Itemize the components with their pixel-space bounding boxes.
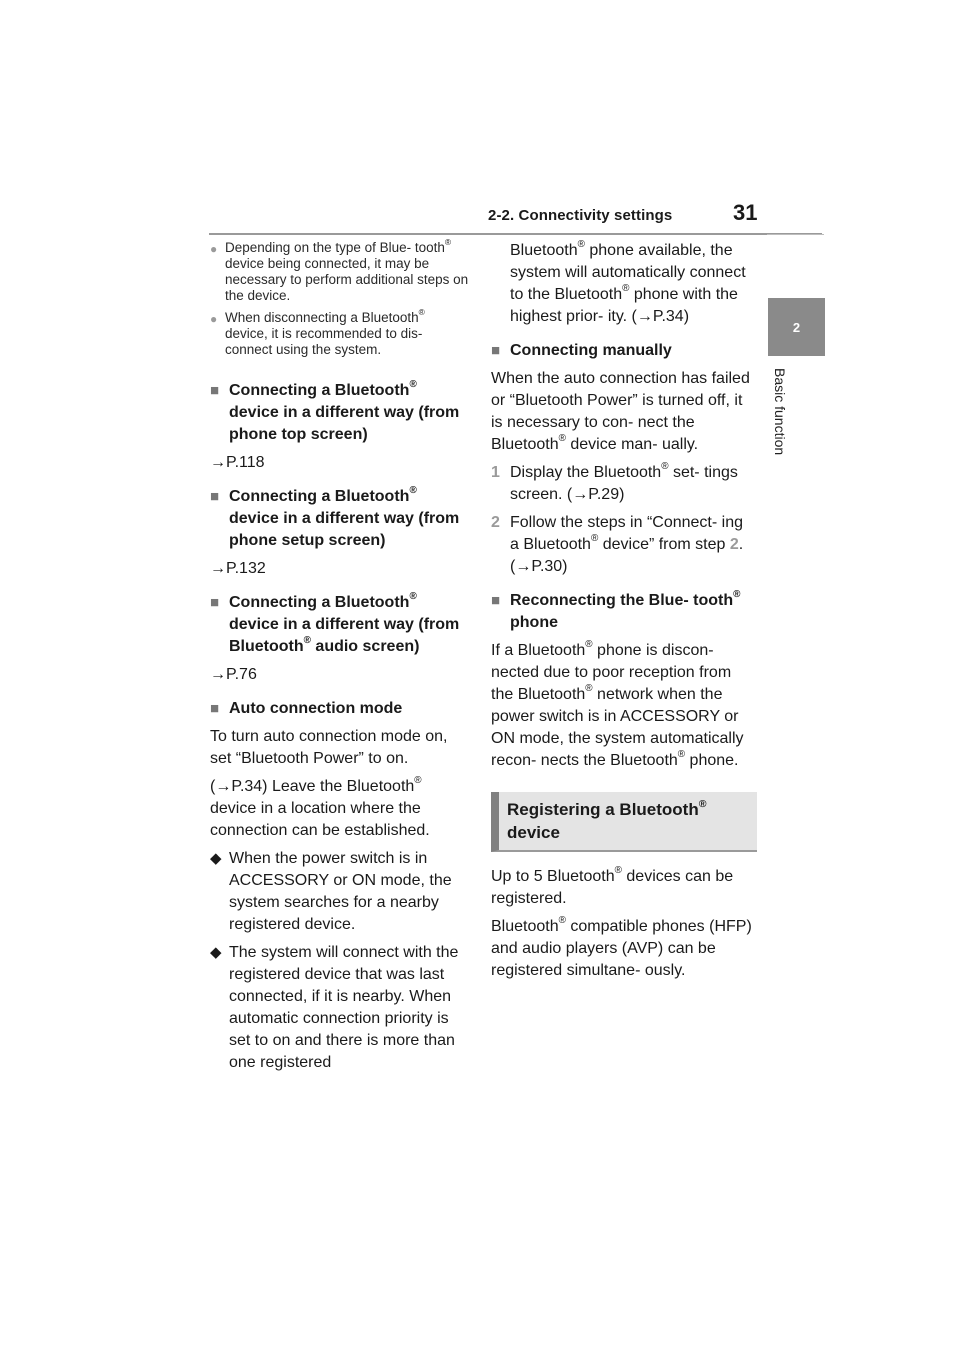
paragraph: When the auto connection has failed or “Bluetooth Power” is turned off, it is necessary to con- nect the Bluetooth® device man- ually. [491, 370, 750, 453]
step-item: 1 Display the Bluetooth® set- tings screen. (→P.29) [491, 461, 738, 503]
chapter-label: Basic function [772, 368, 788, 456]
step-item: 2 Follow the steps in “Connect- ing a Bluetooth® device” from step 2. (→P.30) [491, 514, 744, 575]
section-heading: ■ Connecting a Bluetooth® device in a different way (from Bluetooth® audio screen) [210, 591, 460, 655]
bullet-diamond-icon: ◆ [210, 850, 222, 867]
bullet-diamond-icon: ◆ [210, 944, 222, 961]
step-number: 1 [491, 464, 500, 481]
page-number: 31 [733, 200, 758, 225]
heading-square-icon: ■ [210, 594, 220, 611]
page-reference: →P.76 [210, 666, 257, 683]
registering-section-box: Registering a Bluetooth® device [491, 792, 757, 852]
heading-square-icon: ■ [210, 488, 220, 505]
note-dot-icon: ● [210, 242, 218, 256]
left-column [210, 237, 470, 1080]
bullet-item: ◆ The system will connect with the registered device that was last connected, if it is nearby. When automatic connection priority is set to on and there is more than one registered [210, 944, 459, 1071]
section-heading: ■ Auto connection mode [210, 698, 470, 720]
section-heading: ■ Reconnecting the Blue- tooth® phone [491, 589, 741, 631]
section-heading: ■ Connecting a Bluetooth® device in a different way (from phone setup screen) [210, 485, 460, 549]
section-title: 2-2. Connectivity settings [488, 207, 673, 224]
note-item: ● Depending on the type of Blue- tooth® device being connected, it may be necessary to perform additional steps on the device. [210, 237, 469, 303]
section-heading: ■ Connecting a Bluetooth® device in a different way (from phone top screen) [210, 379, 460, 443]
heading-square-icon: ■ [491, 342, 501, 359]
right-column [491, 240, 753, 988]
note-dot-icon: ● [210, 312, 218, 326]
bullet-item: ◆ When the power switch is in ACCESSORY or ON mode, the system searches for a nearby registered device. [210, 850, 452, 933]
paragraph: To turn auto connection mode on, set “Bluetooth Power” to on. [210, 728, 448, 767]
step-reference-number: 2 [729, 536, 739, 553]
heading-square-icon: ■ [491, 592, 501, 609]
heading-square-icon: ■ [210, 700, 220, 717]
section-heading: ■ Connecting manually [491, 340, 753, 362]
paragraph: Bluetooth® compatible phones (HFP) and audio players (AVP) can be registered simultane- ously. [491, 915, 752, 979]
note-item: ● When disconnecting a Bluetooth® device, it is recommended to dis- connect using the system. [210, 307, 425, 357]
header-rule [209, 233, 822, 235]
paragraph-continued: Bluetooth® phone available, the system will automatically connect to the Bluetooth® phone with the highest prior- ity. (→P.34) [510, 239, 746, 325]
page-reference: →P.132 [210, 560, 266, 577]
chapter-tab [768, 298, 825, 356]
step-number: 2 [491, 514, 500, 531]
side-tab-rule [767, 234, 824, 235]
page-reference: →P.118 [210, 454, 265, 471]
paragraph: Up to 5 Bluetooth® devices can be registered. [491, 865, 734, 907]
paragraph: If a Bluetooth® phone is discon- nected due to poor reception from the Bluetooth® network when the power switch is in ACCESSORY or ON mode, the system automatically recon- nects the Bluetooth® phone. [491, 639, 744, 769]
paragraph: (→P.34) Leave the Bluetooth® device in a location where the connection can be established. [210, 775, 430, 839]
chapter-label-container [770, 368, 790, 478]
heading-square-icon: ■ [210, 382, 220, 399]
chapter-number: 2 [792, 319, 801, 335]
